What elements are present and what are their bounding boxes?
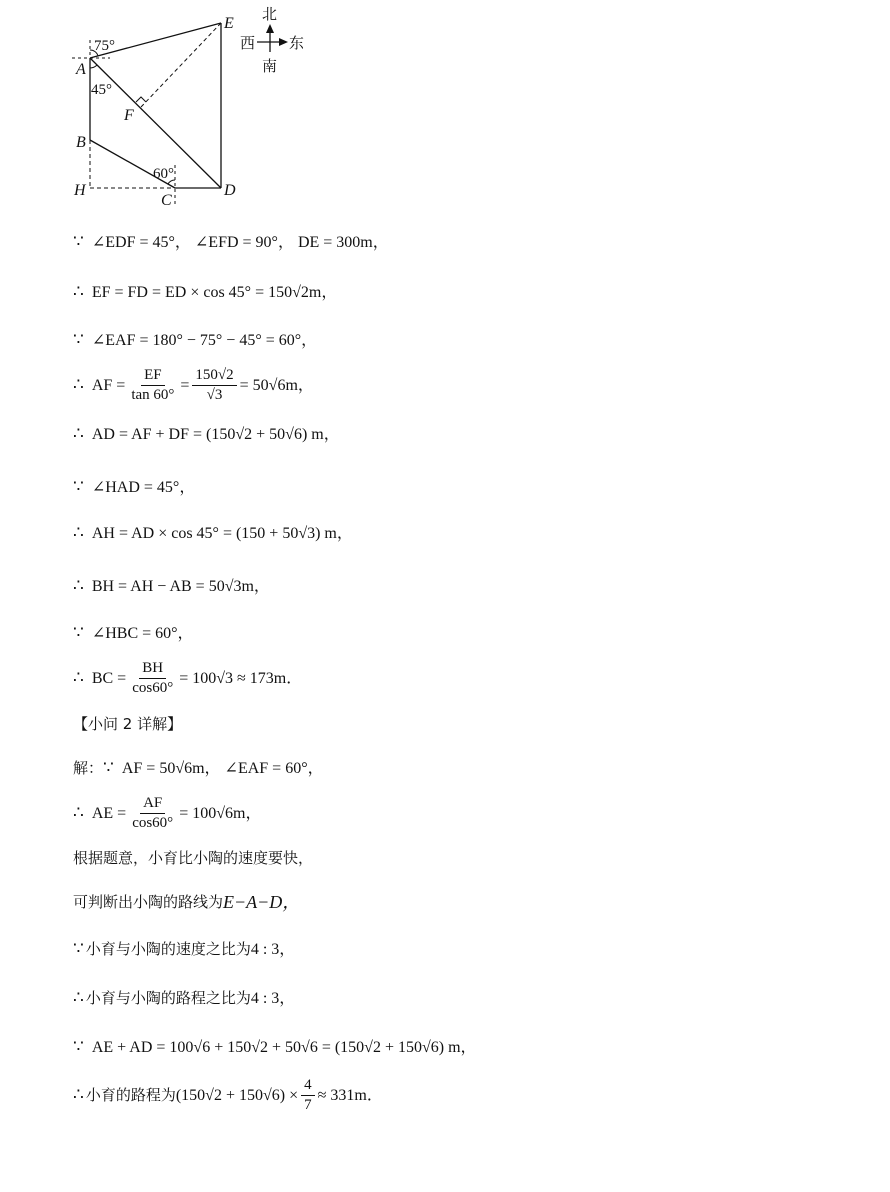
numerator: EF bbox=[141, 368, 165, 386]
therefore-symbol: ∴ bbox=[73, 1085, 84, 1105]
step-rhs: = 50√6m， bbox=[239, 376, 314, 394]
step-lhs: AE = bbox=[91, 804, 127, 822]
step-text: AH = AD × cos 45° = (150 + 50√3) m， bbox=[91, 524, 353, 542]
point-E: E bbox=[224, 15, 234, 32]
step-text: EF = FD = ED × cos 45° = 150√2m， bbox=[91, 283, 338, 301]
compass-east: 东 bbox=[289, 36, 305, 52]
numerator: AF bbox=[140, 796, 165, 814]
label-75: 75° bbox=[94, 38, 115, 54]
compass-south: 南 bbox=[262, 59, 278, 75]
denominator: √3 bbox=[206, 387, 223, 403]
step-3 bbox=[73, 332, 317, 349]
numerator: 150√2 bbox=[192, 368, 236, 386]
step-text: ∠EAF = 180° − 75° − 45° = 60°， bbox=[91, 331, 318, 349]
because-symbol: ∵ bbox=[73, 623, 84, 643]
fraction-EF-tan60 bbox=[128, 368, 177, 403]
step-8 bbox=[73, 578, 270, 595]
part2-step-5 bbox=[73, 941, 295, 958]
step-text: 可判断出小陶的路线为 bbox=[73, 892, 224, 911]
therefore-symbol: ∴ bbox=[73, 523, 84, 543]
denominator: tan 60° bbox=[131, 387, 175, 403]
part2-step-7 bbox=[73, 1039, 477, 1056]
part2-step-6 bbox=[73, 990, 295, 1007]
therefore-symbol: ∴ bbox=[73, 375, 84, 395]
step-text: AD = AF + DF = (150√2 + 50√6) m， bbox=[91, 425, 340, 443]
step-5 bbox=[73, 426, 340, 443]
part2-step-2 bbox=[73, 796, 261, 831]
section-heading: 【小问 2 详解】 bbox=[73, 715, 183, 733]
because-symbol: ∵ bbox=[73, 939, 84, 959]
part2-step-4 bbox=[73, 893, 300, 911]
therefore-symbol: ∴ bbox=[73, 576, 84, 596]
denominator: 7 bbox=[304, 1097, 312, 1113]
step-text: 小育与小陶的路程之比为 bbox=[85, 989, 251, 1007]
label-45: 45° bbox=[91, 82, 112, 98]
equals: = bbox=[180, 376, 190, 394]
fraction-150root2-root3 bbox=[192, 368, 236, 403]
because-symbol: ∵ bbox=[73, 330, 84, 350]
point-H: H bbox=[74, 182, 86, 199]
step-2 bbox=[73, 284, 337, 301]
step-text: 小育与小陶的速度之比为 bbox=[85, 940, 251, 958]
point-B: B bbox=[76, 134, 86, 151]
numerator: 4 bbox=[301, 1078, 315, 1096]
fraction-BH-cos60 bbox=[129, 661, 176, 696]
step-rhs: ≈ 331m． bbox=[317, 1086, 383, 1104]
point-A: A bbox=[76, 61, 86, 78]
distance-expression: (150√2 + 150√6) × bbox=[175, 1086, 299, 1104]
ratio-expression: 4 : 3， bbox=[250, 940, 296, 958]
step-text: ∠HAD = 45°， bbox=[91, 478, 196, 496]
point-F: F bbox=[124, 107, 134, 124]
step-text: AE + AD = 100√6 + 150√2 + 50√6 = (150√2 + 150√6) m， bbox=[91, 1038, 477, 1056]
part2-step-8 bbox=[73, 1078, 383, 1113]
step-7 bbox=[73, 525, 353, 542]
step-10 bbox=[73, 661, 302, 696]
step-rhs: = 100√3 ≈ 173m． bbox=[179, 669, 303, 687]
therefore-symbol: ∴ bbox=[73, 282, 84, 302]
denominator: cos60° bbox=[132, 680, 174, 696]
fraction-4-7 bbox=[301, 1078, 315, 1113]
part2-step-1 bbox=[73, 760, 324, 777]
step-6 bbox=[73, 479, 195, 496]
step-text: ∠EDF = 45°， ∠EFD = 90°， DE = 300m， bbox=[91, 233, 389, 251]
step-9 bbox=[73, 625, 194, 642]
because-symbol: ∵ bbox=[103, 758, 114, 778]
step-lhs: BC = bbox=[91, 669, 127, 687]
compass-north: 北 bbox=[262, 7, 278, 23]
because-symbol: ∵ bbox=[73, 232, 84, 252]
step-text: ∠HBC = 60°， bbox=[91, 624, 194, 642]
denominator: cos60° bbox=[132, 815, 174, 831]
therefore-symbol: ∴ bbox=[73, 424, 84, 444]
geometry-diagram bbox=[70, 0, 320, 210]
step-text: BH = AH − AB = 50√3m， bbox=[91, 577, 270, 595]
therefore-symbol: ∴ bbox=[73, 988, 84, 1008]
label-60: 60° bbox=[153, 166, 174, 182]
because-symbol: ∵ bbox=[73, 477, 84, 497]
step-text: AF = 50√6m， ∠EAF = 60°， bbox=[121, 759, 324, 777]
route-expression: E−A−D， bbox=[223, 892, 301, 912]
numerator: BH bbox=[139, 661, 166, 679]
solution-label: 解： bbox=[73, 759, 104, 777]
step-1 bbox=[73, 234, 389, 251]
part2-step-3: 根据题意，小育比小陶的速度要快， bbox=[73, 849, 314, 867]
fraction-AF-cos60 bbox=[129, 796, 176, 831]
compass-west: 西 bbox=[240, 36, 256, 52]
therefore-symbol: ∴ bbox=[73, 668, 84, 688]
step-4 bbox=[73, 368, 314, 403]
therefore-symbol: ∴ bbox=[73, 803, 84, 823]
step-text: 小育的路程为 bbox=[85, 1086, 176, 1104]
point-C: C bbox=[161, 192, 172, 209]
step-rhs: = 100√6m， bbox=[179, 804, 262, 822]
ratio-expression: 4 : 3， bbox=[250, 989, 296, 1007]
because-symbol: ∵ bbox=[73, 1037, 84, 1057]
point-D: D bbox=[224, 182, 236, 199]
step-lhs: AF = bbox=[91, 376, 126, 394]
